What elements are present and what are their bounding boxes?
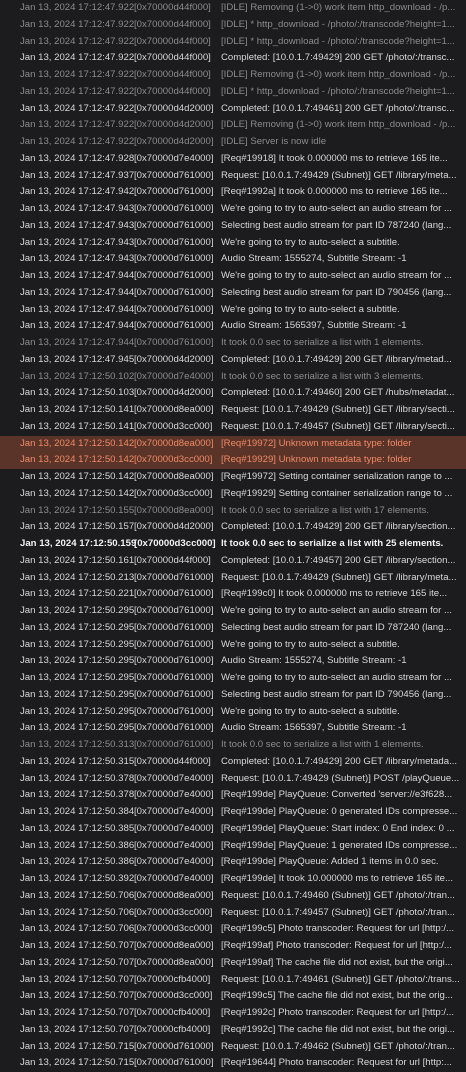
log-timestamp: Jan 13, 2024 17:12:50.315 (20, 755, 135, 767)
log-timestamp: Jan 13, 2024 17:12:47.942 (20, 186, 135, 198)
log-thread-id: [0x70000d44f000] (134, 554, 211, 566)
log-row[interactable] (0, 670, 466, 687)
log-row[interactable] (0, 67, 466, 84)
log-timestamp: Jan 13, 2024 17:12:47.944 (20, 270, 135, 281)
log-message: [Req#19644] Photo transcoder: Request for url [http:... (221, 1057, 452, 1069)
log-timestamp: Jan 13, 2024 17:12:50.141 (20, 404, 135, 415)
log-message: It took 0.0 sec to serialize a list with 1 elements. (221, 337, 424, 348)
log-row[interactable] (0, 17, 466, 34)
log-row[interactable] (0, 519, 466, 536)
log-thread-id: [0x70000cfb4000] (134, 1023, 211, 1035)
log-timestamp: Jan 13, 2024 17:12:47.944 (20, 286, 135, 298)
log-row[interactable] (0, 369, 466, 386)
log-message: [Req#19972] Setting container serialization range to ... (221, 471, 453, 482)
log-row[interactable] (0, 84, 466, 101)
log-timestamp: Jan 13, 2024 17:12:47.945 (20, 353, 135, 365)
log-timestamp: Jan 13, 2024 17:12:50.141 (20, 420, 135, 432)
log-message: Audio Stream: 1565397, Subtitle Stream: -1 (221, 320, 407, 332)
log-timestamp: Jan 13, 2024 17:12:50.392 (20, 873, 135, 884)
log-thread-id: [0x70000d3cc000] (134, 538, 216, 549)
log-message: [IDLE] Removing (1->0) work item http_download - /p... (221, 69, 456, 80)
log-message: Request: [10.0.1.7:49429 (Subnet)] POST /playQueue... (221, 772, 460, 784)
log-timestamp: Jan 13, 2024 17:12:50.707 (20, 990, 135, 1002)
log-message: Completed: [10.0.1.7:49457] 200 GET /library/section... (221, 554, 456, 566)
log-timestamp: Jan 13, 2024 17:12:47.928 (20, 152, 135, 164)
log-message: We're going to try to auto-select a subtitle. (221, 303, 400, 315)
log-timestamp: Jan 13, 2024 17:12:50.157 (20, 521, 135, 533)
log-timestamp: Jan 13, 2024 17:12:47.922 (20, 136, 135, 147)
log-row[interactable] (0, 335, 466, 352)
log-row[interactable] (0, 1055, 466, 1072)
log-timestamp: Jan 13, 2024 17:12:50.715 (20, 1040, 135, 1052)
log-row[interactable] (0, 235, 466, 252)
log-timestamp: Jan 13, 2024 17:12:50.386 (20, 856, 135, 868)
log-thread-id: [0x70000d761000] (134, 236, 214, 248)
log-row[interactable] (0, 486, 466, 503)
log-row[interactable] (0, 302, 466, 319)
log-timestamp: Jan 13, 2024 17:12:47.943 (20, 253, 135, 265)
log-timestamp: Jan 13, 2024 17:12:50.295 (20, 621, 135, 633)
log-message: Selecting best audio stream for part ID 790456 (lang... (221, 688, 452, 700)
log-timestamp: Jan 13, 2024 17:12:50.295 (20, 638, 135, 650)
log-timestamp: Jan 13, 2024 17:12:47.922 (20, 119, 135, 131)
log-row[interactable] (0, 1022, 466, 1039)
log-timestamp: Jan 13, 2024 17:12:50.103 (20, 387, 135, 399)
log-timestamp: Jan 13, 2024 17:12:50.385 (20, 822, 135, 834)
log-timestamp: Jan 13, 2024 17:12:47.943 (20, 236, 135, 248)
log-message: We're going to try to auto-select an audio stream for ... (221, 605, 452, 616)
log-timestamp: Jan 13, 2024 17:12:50.707 (20, 1007, 135, 1018)
log-message: [Req#19929] Unknown metadata type: folder (221, 454, 412, 466)
log-message: [Req#199de] PlayQueue: Added 1 items in 0.0 sec. (221, 856, 439, 868)
log-message: Request: [10.0.1.7:49457 (Subnet)] GET /library/secti... (221, 420, 455, 432)
log-message: We're going to try to auto-select a subtitle. (221, 236, 400, 248)
log-row[interactable] (0, 34, 466, 51)
log-thread-id: [0x70000cfb4000] (134, 1007, 211, 1018)
log-thread-id: [0x70000d4d2000] (134, 119, 214, 131)
log-thread-id: [0x70000d4d2000] (134, 521, 214, 533)
log-thread-id: [0x70000d761000] (134, 571, 214, 583)
log-thread-id: [0x70000d44f000] (134, 755, 211, 767)
log-thread-id: [0x70000d761000] (134, 286, 214, 298)
log-row[interactable] (0, 603, 466, 620)
log-message: Audio Stream: 1555274, Subtitle Stream: -1 (221, 655, 407, 667)
log-thread-id: [0x70000d8ea000] (134, 889, 214, 901)
log-thread-id: [0x70000d3cc000] (134, 906, 213, 918)
log-row[interactable] (0, 536, 466, 553)
log-timestamp: Jan 13, 2024 17:12:50.706 (20, 923, 135, 935)
log-row[interactable] (0, 854, 466, 871)
log-message: [IDLE] Server is now idle (221, 136, 327, 147)
log-timestamp: Jan 13, 2024 17:12:50.295 (20, 672, 135, 683)
log-row[interactable] (0, 151, 466, 168)
log-message: We're going to try to auto-select an audio stream for ... (221, 203, 452, 214)
log-timestamp: Jan 13, 2024 17:12:47.922 (20, 102, 135, 114)
log-row[interactable] (0, 754, 466, 771)
log-row[interactable] (0, 469, 466, 486)
log-timestamp: Jan 13, 2024 17:12:50.707 (20, 1023, 135, 1035)
log-thread-id: [0x70000d8ea000] (134, 504, 214, 516)
log-thread-id: [0x70000d761000] (134, 1057, 214, 1069)
log-timestamp: Jan 13, 2024 17:12:47.922 (20, 69, 135, 80)
log-thread-id: [0x70000d8ea000] (134, 940, 214, 951)
log-row[interactable] (0, 1039, 466, 1056)
log-thread-id: [0x70000d761000] (134, 688, 214, 700)
log-row[interactable] (0, 938, 466, 955)
log-thread-id: [0x70000d8ea000] (134, 956, 214, 968)
log-message: Completed: [10.0.1.7:49461] 200 GET /photo/:/transc... (221, 102, 455, 114)
log-thread-id: [0x70000d44f000] (134, 35, 211, 47)
log-thread-id: [0x70000d8ea000] (134, 437, 214, 449)
log-thread-id: [0x70000d761000] (134, 638, 214, 650)
log-thread-id: [0x70000d44f000] (134, 69, 211, 80)
log-row[interactable] (0, 268, 466, 285)
log-thread-id: [0x70000d3cc000] (134, 420, 213, 432)
log-message: Request: [10.0.1.7:49462 (Subnet)] GET /photo/:/tran... (221, 1040, 455, 1052)
log-row[interactable] (0, 921, 466, 938)
log-message: [Req#199c0] It took 0.000000 ms to retrieve 165 ite... (221, 588, 448, 600)
log-timestamp: Jan 13, 2024 17:12:47.937 (20, 169, 135, 181)
log-timestamp: Jan 13, 2024 17:12:50.384 (20, 806, 135, 817)
log-thread-id: [0x70000d44f000] (134, 18, 211, 30)
log-message: It took 0.0 sec to serialize a list with 1 elements. (221, 739, 424, 750)
log-row[interactable] (0, 637, 466, 654)
log-timestamp: Jan 13, 2024 17:12:50.159 (20, 538, 137, 549)
log-message: We're going to try to auto-select a subtitle. (221, 705, 400, 717)
log-message: [Req#19918] It took 0.000000 ms to retrieve 165 ite... (221, 152, 448, 164)
log-row[interactable] (0, 771, 466, 788)
log-message: It took 0.0 sec to serialize a list with 3 elements. (221, 370, 424, 382)
log-message: [IDLE] * http_download - /photo/:/transcode?height=1... (221, 35, 455, 47)
log-message: [Req#1992c] The cache file did not exist, but the origi... (221, 1023, 455, 1035)
log-thread-id: [0x70000d4d2000] (134, 353, 214, 365)
log-message: [Req#199de] PlayQueue: 0 generated IDs compresse... (221, 806, 458, 817)
log-row[interactable] (0, 117, 466, 134)
log-thread-id: [0x70000d4d2000] (134, 136, 214, 147)
log-timestamp: Jan 13, 2024 17:12:50.102 (20, 370, 135, 382)
log-row[interactable] (0, 251, 466, 268)
log-timestamp: Jan 13, 2024 17:12:50.295 (20, 605, 135, 616)
log-message: Request: [10.0.1.7:49429 (Subnet)] GET /library/meta... (221, 571, 457, 583)
log-timestamp: Jan 13, 2024 17:12:50.155 (20, 504, 135, 516)
log-message: Audio Stream: 1565397, Subtitle Stream: -1 (221, 722, 407, 734)
log-thread-id: [0x70000d761000] (134, 655, 214, 667)
log-message: Completed: [10.0.1.7:49429] 200 GET /photo/:/transc... (221, 52, 455, 64)
log-row-error[interactable] (0, 452, 466, 469)
log-message: [Req#1992c] Photo transcoder: Request for url [http:/... (221, 1007, 455, 1018)
log-thread-id: [0x70000d7e4000] (134, 856, 214, 868)
log-message: Request: [10.0.1.7:49429 (Subnet)] GET /library/secti... (221, 404, 455, 415)
log-message: We're going to try to auto-select a subtitle. (221, 638, 400, 650)
log-timestamp: Jan 13, 2024 17:12:50.295 (20, 705, 135, 717)
log-row[interactable] (0, 503, 466, 520)
log-thread-id: [0x70000d761000] (134, 621, 214, 633)
log-row[interactable] (0, 318, 466, 335)
log-timestamp: Jan 13, 2024 17:12:47.944 (20, 320, 135, 332)
log-thread-id: [0x70000d761000] (134, 320, 214, 332)
log-thread-id: [0x70000d761000] (134, 270, 214, 281)
log-thread-id: [0x70000d761000] (134, 203, 214, 214)
log-timestamp: Jan 13, 2024 17:12:50.386 (20, 839, 135, 851)
log-message: Audio Stream: 1555274, Subtitle Stream: -1 (221, 253, 407, 265)
log-message: [Req#199af] Photo transcoder: Request for url [http:/... (221, 940, 452, 951)
log-message: Completed: [10.0.1.7:49429] 200 GET /library/metada... (221, 755, 458, 767)
log-row[interactable] (0, 134, 466, 151)
log-row[interactable] (0, 201, 466, 218)
log-row[interactable] (0, 720, 466, 737)
log-timestamp: Jan 13, 2024 17:12:50.378 (20, 772, 135, 784)
log-timestamp: Jan 13, 2024 17:12:47.922 (20, 18, 135, 30)
log-row[interactable] (0, 352, 466, 369)
log-timestamp: Jan 13, 2024 17:12:47.922 (20, 52, 135, 64)
log-message: [IDLE] * http_download - /photo/:/transcode?height=1... (221, 85, 455, 97)
log-thread-id: [0x70000d8ea000] (134, 404, 214, 415)
log-thread-id: [0x70000d3cc000] (134, 923, 213, 935)
log-message: Selecting best audio stream for part ID 790456 (lang... (221, 286, 452, 298)
log-row[interactable] (0, 50, 466, 67)
log-thread-id: [0x70000cfb4000] (134, 973, 211, 985)
log-thread-id: [0x70000d761000] (134, 169, 214, 181)
log-row[interactable] (0, 787, 466, 804)
log-timestamp: Jan 13, 2024 17:12:47.922 (20, 35, 135, 47)
log-thread-id: [0x70000d761000] (134, 588, 214, 600)
log-row[interactable] (0, 888, 466, 905)
log-row[interactable] (0, 838, 466, 855)
log-message: Request: [10.0.1.7:49460 (Subnet)] GET /photo/:/tran... (221, 889, 455, 901)
log-message: [Req#199de] PlayQueue: Converted 'server://e3f628... (221, 789, 453, 801)
log-message: Completed: [10.0.1.7:49429] 200 GET /library/metad... (221, 353, 452, 365)
log-thread-id: [0x70000d7e4000] (134, 370, 214, 382)
log-thread-id: [0x70000d8ea000] (134, 471, 214, 482)
log-message: It took 0.0 sec to serialize a list with 17 elements. (221, 504, 429, 516)
log-thread-id: [0x70000d44f000] (134, 52, 211, 64)
log-timestamp: Jan 13, 2024 17:12:50.142 (20, 487, 135, 499)
log-row[interactable] (0, 570, 466, 587)
log-timestamp: Jan 13, 2024 17:12:50.221 (20, 588, 135, 600)
log-row[interactable] (0, 553, 466, 570)
log-thread-id: [0x70000d761000] (134, 1040, 214, 1052)
log-thread-id: [0x70000d7e4000] (134, 839, 214, 851)
log-message: [Req#19972] Unknown metadata type: folder (221, 437, 412, 449)
log-timestamp: Jan 13, 2024 17:12:50.142 (20, 454, 135, 466)
log-thread-id: [0x70000d7e4000] (134, 152, 214, 164)
log-timestamp: Jan 13, 2024 17:12:47.943 (20, 219, 135, 231)
log-row[interactable] (0, 385, 466, 402)
log-timestamp: Jan 13, 2024 17:12:50.707 (20, 940, 135, 951)
log-message: [Req#199c5] The cache file did not exist, but the orig... (221, 990, 453, 1002)
log-thread-id: [0x70000d7e4000] (134, 822, 214, 834)
log-message: Selecting best audio stream for part ID 787240 (lang... (221, 621, 452, 633)
log-timestamp: Jan 13, 2024 17:12:47.944 (20, 303, 135, 315)
log-message: Selecting best audio stream for part ID 787240 (lang... (221, 219, 452, 231)
log-timestamp: Jan 13, 2024 17:12:50.142 (20, 437, 135, 449)
log-row[interactable] (0, 1005, 466, 1022)
log-row[interactable] (0, 586, 466, 603)
log-row[interactable] (0, 737, 466, 754)
log-timestamp: Jan 13, 2024 17:12:47.922 (20, 85, 135, 97)
log-message: [Req#199c5] Photo transcoder: Request for url [http:/... (221, 923, 455, 935)
log-timestamp: Jan 13, 2024 17:12:50.707 (20, 973, 135, 985)
log-row-error[interactable] (0, 436, 466, 453)
log-thread-id: [0x70000d7e4000] (134, 772, 214, 784)
log-thread-id: [0x70000d4d2000] (134, 387, 214, 399)
log-message: [Req#199de] It took 10.000000 ms to retrieve 165 ite... (221, 873, 453, 884)
log-thread-id: [0x70000d761000] (134, 337, 214, 348)
log-message: [Req#19929] Setting container serialization range to ... (221, 487, 453, 499)
log-thread-id: [0x70000d761000] (134, 739, 214, 750)
log-timestamp: Jan 13, 2024 17:12:50.161 (20, 554, 135, 566)
log-row[interactable] (0, 972, 466, 989)
log-message: We're going to try to auto-select an audio stream for ... (221, 672, 452, 683)
log-row[interactable] (0, 218, 466, 235)
log-row[interactable] (0, 620, 466, 637)
log-thread-id: [0x70000d761000] (134, 303, 214, 315)
log-thread-id: [0x70000d44f000] (134, 85, 211, 97)
log-row[interactable] (0, 905, 466, 922)
log-timestamp: Jan 13, 2024 17:12:50.378 (20, 789, 135, 801)
log-thread-id: [0x70000d761000] (134, 186, 214, 198)
log-message: [Req#199de] PlayQueue: Start index: 0 End index: 0 ... (221, 822, 455, 834)
log-message: Completed: [10.0.1.7:49460] 200 GET /hubs/metadat... (221, 387, 455, 399)
log-timestamp: Jan 13, 2024 17:12:47.943 (20, 203, 135, 214)
log-row[interactable] (0, 419, 466, 436)
log-row[interactable] (0, 955, 466, 972)
log-message: [IDLE] Removing (1->0) work item http_download - /p... (221, 2, 456, 13)
log-timestamp: Jan 13, 2024 17:12:47.944 (20, 337, 135, 348)
log-message: Completed: [10.0.1.7:49429] 200 GET /library/section... (221, 521, 456, 533)
log-message: It took 0.0 sec to serialize a list with 25 elements. (221, 538, 444, 549)
log-row[interactable] (0, 687, 466, 704)
log-thread-id: [0x70000d4d2000] (134, 102, 214, 114)
log-thread-id: [0x70000d44f000] (134, 2, 211, 13)
log-row[interactable] (0, 804, 466, 821)
log-message: Request: [10.0.1.7:49457 (Subnet)] GET /photo/:/tran... (221, 906, 455, 918)
log-timestamp: Jan 13, 2024 17:12:50.706 (20, 889, 135, 901)
log-row[interactable] (0, 653, 466, 670)
log-timestamp: Jan 13, 2024 17:12:50.707 (20, 956, 135, 968)
log-message: Request: [10.0.1.7:49429 (Subnet)] GET /library/meta... (221, 169, 457, 181)
log-thread-id: [0x70000d761000] (134, 722, 214, 734)
log-thread-id: [0x70000d7e4000] (134, 806, 214, 817)
log-row[interactable] (0, 871, 466, 888)
log-row[interactable] (0, 184, 466, 201)
log-thread-id: [0x70000d761000] (134, 253, 214, 265)
log-timestamp: Jan 13, 2024 17:12:50.706 (20, 906, 135, 918)
log-row[interactable] (0, 101, 466, 118)
log-thread-id: [0x70000d3cc000] (134, 990, 213, 1002)
log-timestamp: Jan 13, 2024 17:12:50.313 (20, 739, 135, 750)
log-row[interactable] (0, 988, 466, 1005)
log-message: Request: [10.0.1.7:49461 (Subnet)] GET /photo/:/trans... (221, 973, 460, 985)
log-row[interactable] (0, 821, 466, 838)
log-thread-id: [0x70000d3cc000] (134, 487, 213, 499)
log-message: [IDLE] Removing (1->0) work item http_download - /p... (221, 119, 456, 131)
log-message: [Req#199de] PlayQueue: 1 generated IDs compresse... (221, 839, 458, 851)
log-timestamp: Jan 13, 2024 17:12:50.142 (20, 471, 135, 482)
log-thread-id: [0x70000d3cc000] (134, 454, 213, 466)
log-timestamp: Jan 13, 2024 17:12:47.922 (20, 2, 135, 13)
log-thread-id: [0x70000d7e4000] (134, 789, 214, 801)
log-thread-id: [0x70000d761000] (134, 219, 214, 231)
log-message: [IDLE] * http_download - /photo/:/transcode?height=1... (221, 18, 455, 30)
log-timestamp: Jan 13, 2024 17:12:50.715 (20, 1057, 135, 1069)
log-message: We're going to try to auto-select an audio stream for ... (221, 270, 452, 281)
log-row[interactable] (0, 0, 466, 17)
log-timestamp: Jan 13, 2024 17:12:50.295 (20, 655, 135, 667)
log-thread-id: [0x70000d761000] (134, 672, 214, 683)
log-message: [Req#1992a] It took 0.000000 ms to retrieve 165 ite... (221, 186, 448, 198)
log-timestamp: Jan 13, 2024 17:12:50.295 (20, 722, 135, 734)
log-timestamp: Jan 13, 2024 17:12:50.295 (20, 688, 135, 700)
log-message: [Req#199af] The cache file did not exist, but the origi... (221, 956, 453, 968)
log-thread-id: [0x70000d761000] (134, 605, 214, 616)
log-thread-id: [0x70000d7e4000] (134, 873, 214, 884)
log-thread-id: [0x70000d761000] (134, 705, 214, 717)
log-row[interactable] (0, 402, 466, 419)
log-row[interactable] (0, 704, 466, 721)
log-row[interactable] (0, 168, 466, 185)
log-timestamp: Jan 13, 2024 17:12:50.213 (20, 571, 135, 583)
log-row[interactable] (0, 285, 466, 302)
